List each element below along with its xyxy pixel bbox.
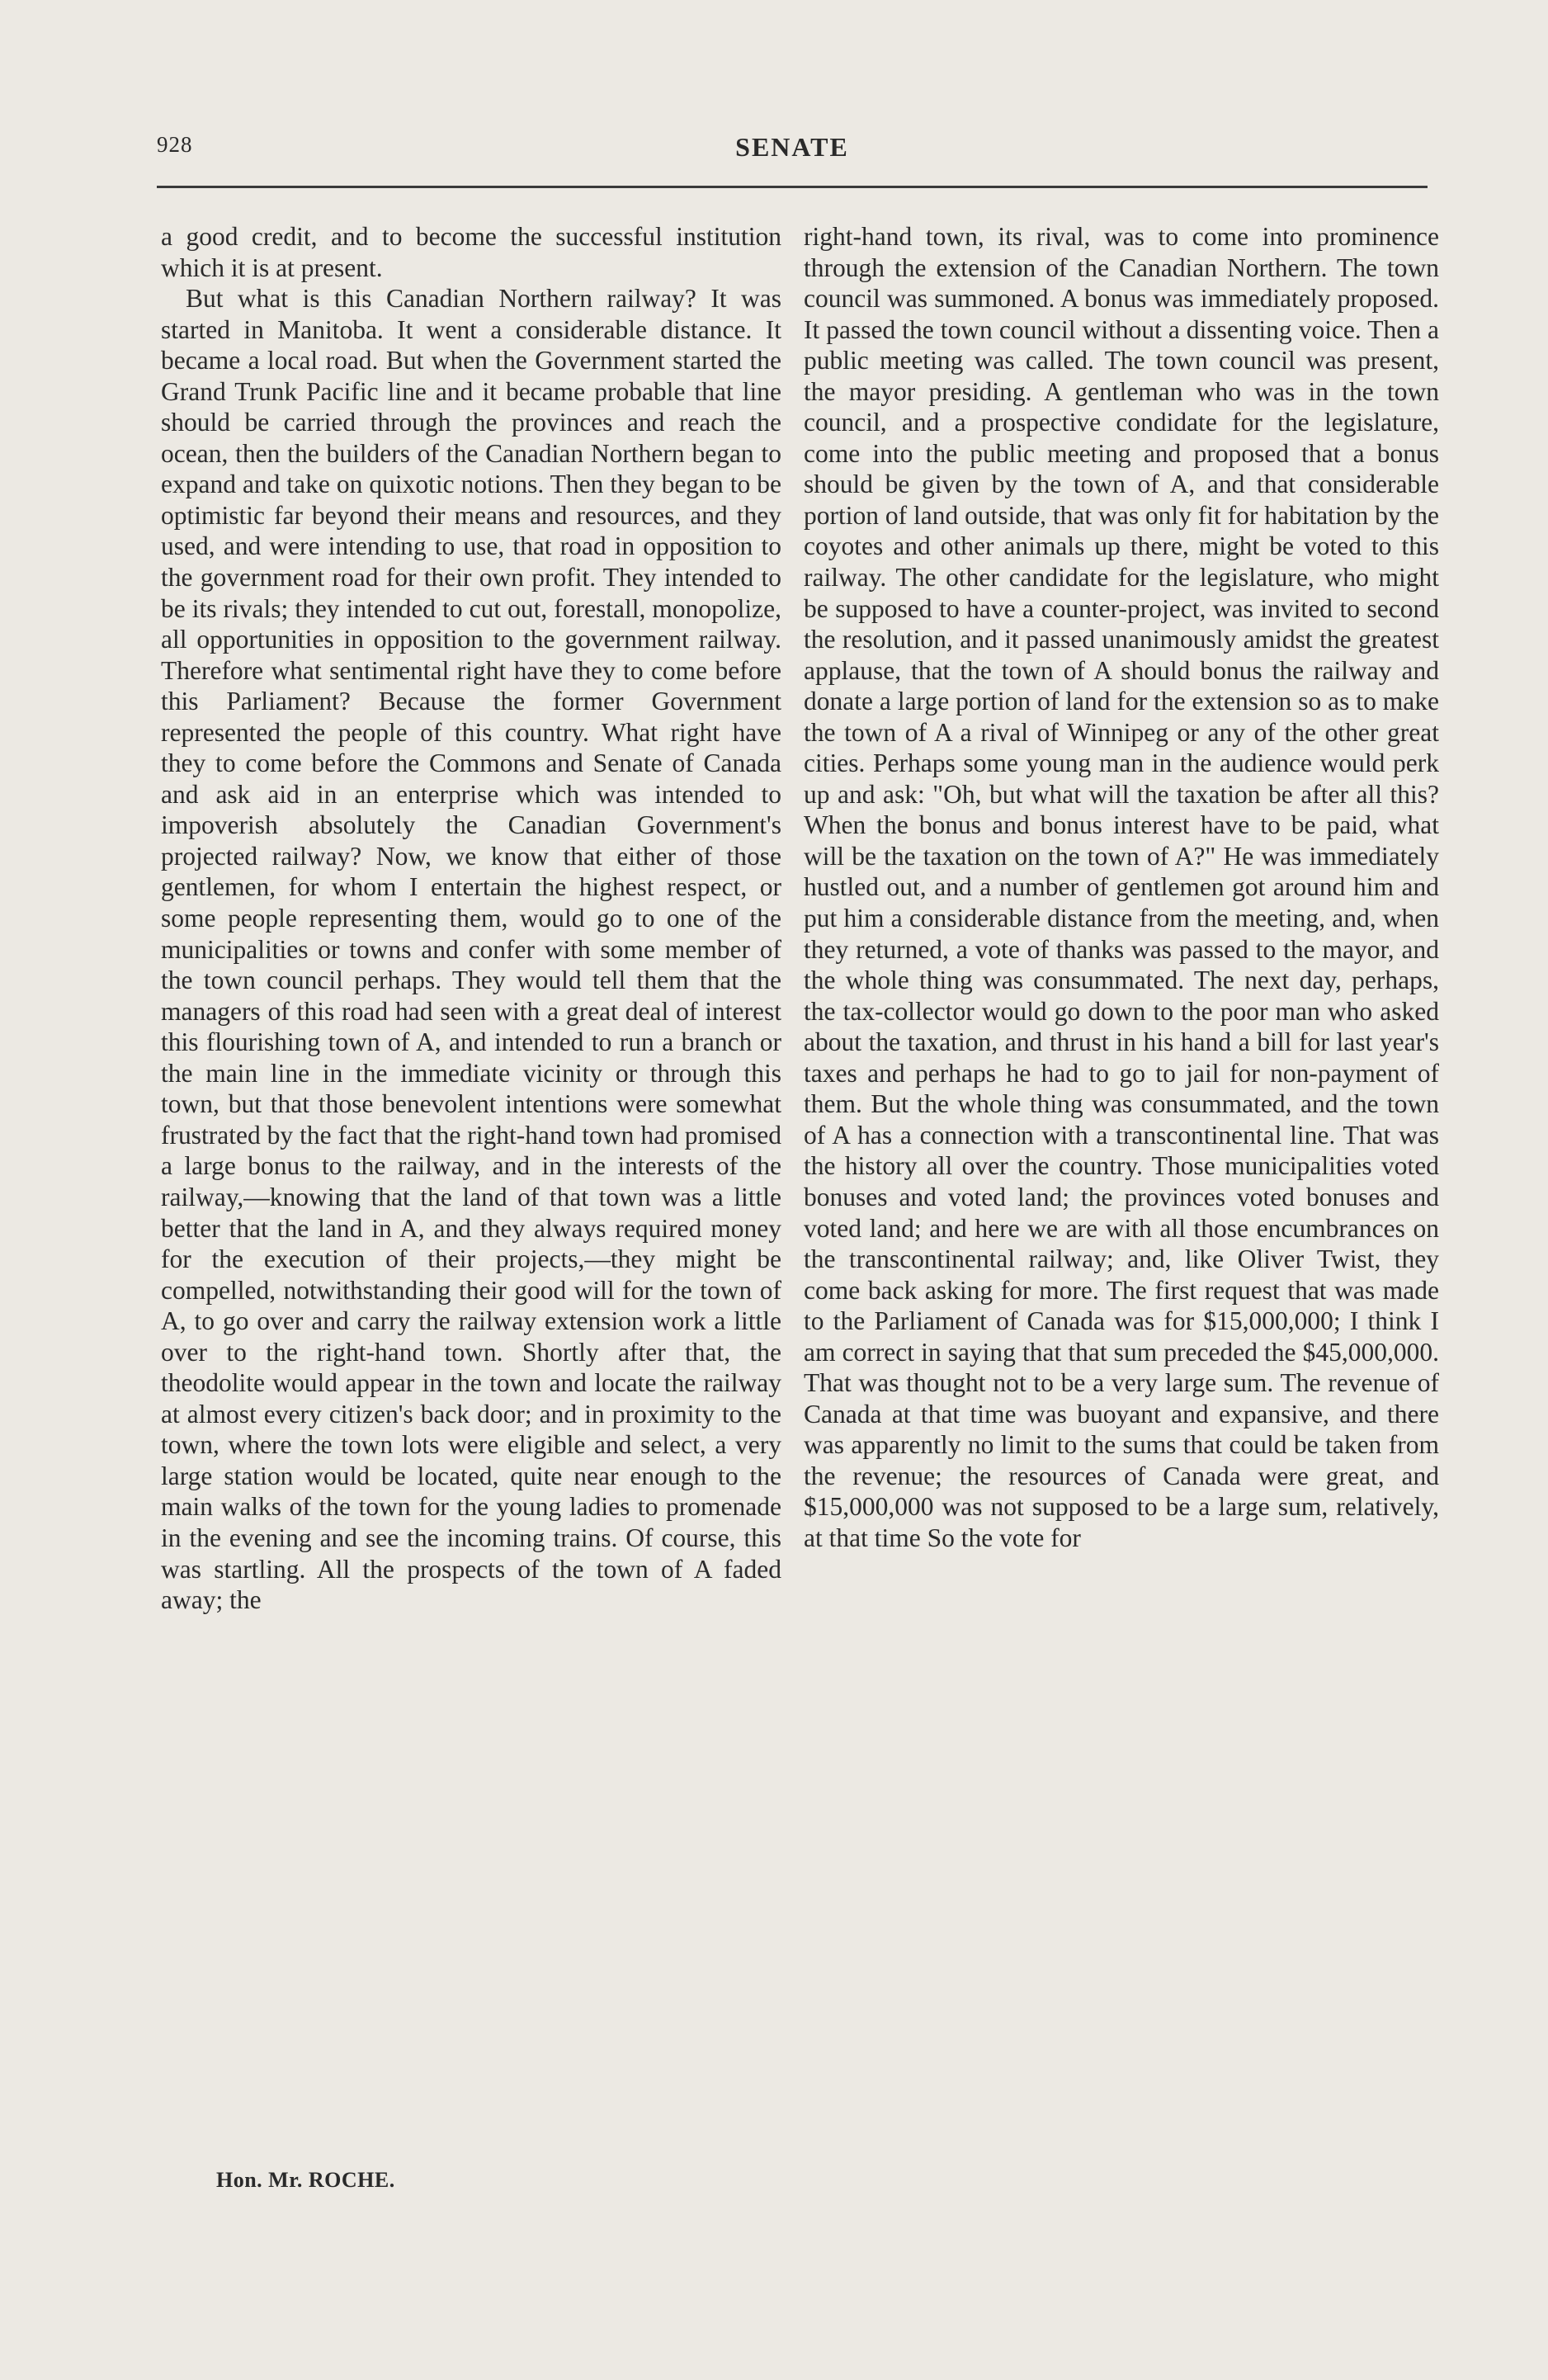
paragraph: a good credit, and to become the successful institution which it is at present.: [161, 222, 781, 282]
page-number: 928: [157, 132, 193, 157]
left-column: [161, 221, 781, 1616]
speaker-footer: Hon. Mr. ROCHE.: [216, 2168, 395, 2192]
page-header: [157, 132, 1428, 173]
right-column: [804, 221, 1439, 1554]
paragraph: But what is this Canadian Northern railway? It was started in Manitoba. It went a considerable distance. It became a local road. But when the Government started the Grand Trunk Pacific line and it became probable that line should be carried through the provinces and reach the ocean, then the builders of the Canadian Northern began to expand and take on quixotic notions. Then they began to be optimistic far beyond their means and resources, and they used, and were intending to use, that road in opposition to the government road for their own profit. They intended to be its rivals; they intended to cut out, forestall, monopolize, all opportunities in opposition to the government railway. Therefore what sentimental right have they to come before this Parliament? Because the former Government represented the people of this country. What right have they to come before the Commons and Senate of Canada and ask aid in an enterprise which was intended to impoverish absolutely the Canadian Government's projected railway? Now, we know that either of those gentlemen, for whom I entertain the highest respect, or some people representing them, would go to one of the municipalities or towns and confer with some member of the town council perhaps. They would tell them that the managers of this road had seen with a great deal of interest this flourishing town of A, and intended to run a branch or the main line in the immediate vicinity or through this town, but that those benevolent intentions were somewhat frustrated by the fact that the right-hand town had promised a large bonus to the railway, and in the interests of the railway,—knowing that the land of that town was a little better that the land in A, and they always required money for the execution of their projects,—they might be compelled, notwithstanding their good will for the town of A, to go over and carry the railway extension work a little over to the right-hand town. Shortly after that, the theodolite would appear in the town and locate the railway at almost every citizen's back door; and in proximity to the town, where the town lots were eligible and select, a very large station would be located, quite near enough to the main walks of the town for the young ladies to promenade in the evening and see the incoming trains. Of course, this was startling. All the prospects of the town of A faded away; the: [161, 284, 781, 1615]
running-head: SENATE: [735, 132, 849, 162]
header-rule: [157, 186, 1428, 188]
paragraph: right-hand town, its rival, was to come into prominence through the extension of the Canadian Northern. The town council was summoned. A bonus was immediately proposed. It passed the town council without a dissenting voice. Then a public meeting was called. The town council was present, the mayor presiding. A gentleman who was in the town council, and a prospective condidate for the legislature, come into the public meeting and proposed that a bonus should be given by the town of A, and that considerable portion of land outside, that was only fit for habitation by the coyotes and other animals up there, might be voted to this railway. The other candidate for the legislature, who might be supposed to have a counter-project, was invited to second the resolution, and it passed unanimously amidst the greatest applause, that the town of A should bonus the railway and donate a large portion of land for the extension so as to make the town of A a rival of Winnipeg or any of the other great cities. Perhaps some young man in the audience would perk up and ask: "Oh, but what will the taxation be after all this? When the bonus and bonus interest have to be paid, what will be the taxation on the town of A?" He was immediately hustled out, and a number of gentlemen got around him and put him a considerable distance from the meeting, and, when they returned, a vote of thanks was passed to the mayor, and the whole thing was consummated. The next day, perhaps, the tax-collector would go down to the poor man who asked about the taxation, and thrust in his hand a bill for last year's taxes and perhaps he had to go to jail for non-payment of them. But the whole thing was consummated, and the town of A has a connection with a transcontinental line. That was the history all over the country. Those municipalities voted bonuses and voted land; the provinces voted bonuses and voted land; and here we are with all those encumbrances on the transcontinental railway; and, like Oliver Twist, they come back asking for more. The first request that was made to the Parliament of Canada was for $15,000,000; I think I am correct in saying that that sum preceded the $45,000,000. That was thought not to be a very large sum. The revenue of Canada at that time was buoyant and expansive, and there was apparently no limit to the sums that could be taken from the revenue; the resources of Canada were great, and $15,000,000 was not supposed to be a large sum, relatively, at that time So the vote for: [804, 222, 1439, 1552]
